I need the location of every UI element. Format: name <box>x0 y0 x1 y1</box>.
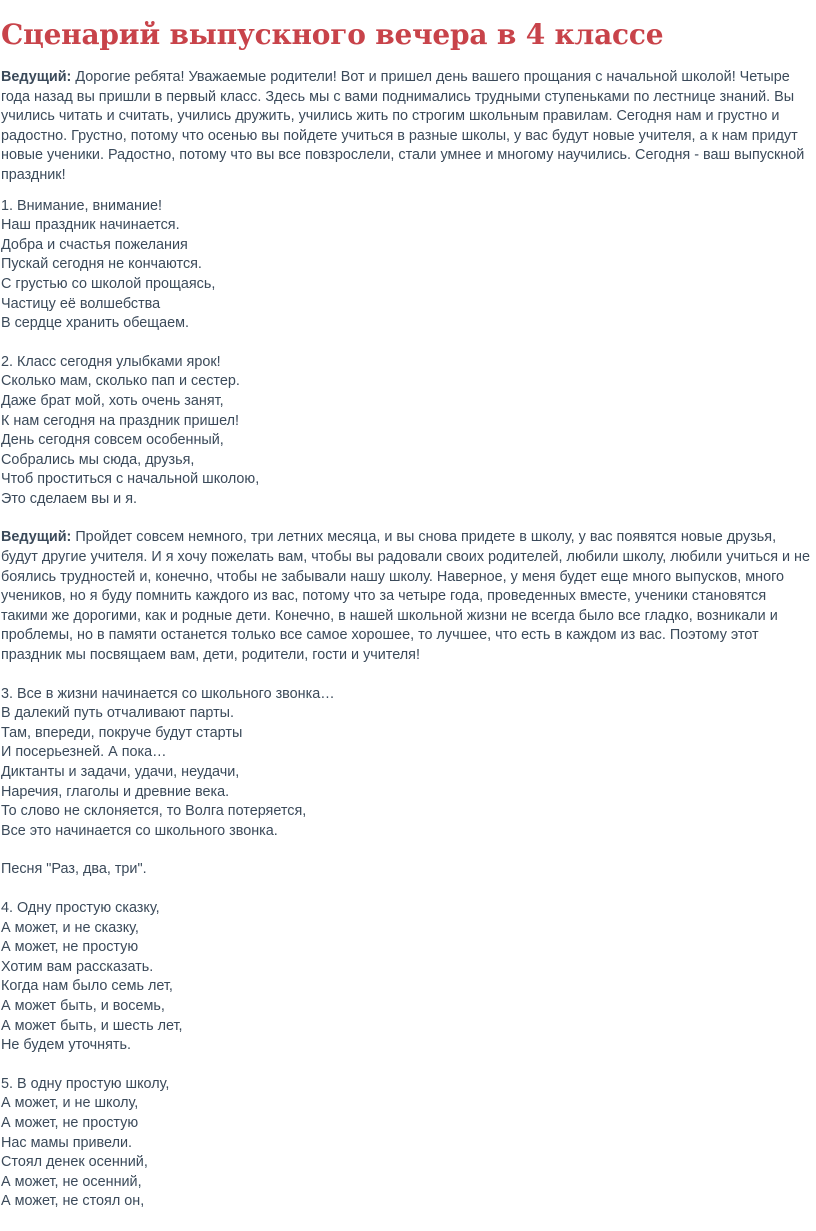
verse-line: 1. Внимание, внимание! <box>1 197 162 214</box>
verse-line: Все это начинается со школьного звонка. <box>1 822 278 839</box>
host-intro-paragraph <box>1 68 813 186</box>
verse-line: А может быть, и восемь, <box>1 997 165 1014</box>
verse-line: Нас мамы привели. <box>1 1134 132 1151</box>
verse-line: В далекий путь отчаливают парты. <box>1 705 235 722</box>
verse-line: Хотим вам рассказать. <box>1 958 154 975</box>
verse-line: Диктанты и задачи, удачи, неудачи, <box>1 764 240 780</box>
verse-4 <box>1 899 813 1056</box>
verse-line: А может, не осенний, <box>1 1173 142 1190</box>
verse-line: А может, и не школу, <box>1 1095 139 1112</box>
verse-line: И посерьезней. А пока… <box>1 744 167 761</box>
verse-line: Это сделаем вы и я. <box>1 490 138 507</box>
verse-line: 3. Все в жизни начинается со школьного звонка… <box>1 685 335 702</box>
song-title: Песня "Раз, два, три". <box>1 861 147 878</box>
speaker-label: Ведущий: <box>1 529 72 546</box>
speaker-label: Ведущий: <box>1 69 72 85</box>
document-body <box>1 68 813 1231</box>
verse-line: Собрались мы сюда, друзья, <box>1 451 195 468</box>
verse-line: Добра и счастья пожелания <box>1 236 188 253</box>
verse-3 <box>1 685 813 842</box>
verse-line: То слово не склоняется, то Волга потеряется, <box>1 803 307 820</box>
verse-line: Пускай сегодня не кончаются. <box>1 256 202 273</box>
verse-line: К нам сегодня на праздник пришел! <box>1 412 240 429</box>
verse-line: Наш праздник начинается. <box>1 217 180 234</box>
verse-line: Сколько мам, сколько пап и сестер. <box>1 373 240 390</box>
verse-line: 2. Класс сегодня улыбками ярок! <box>1 353 221 370</box>
verse-line: Когда нам было семь лет, <box>1 978 173 995</box>
verse-line: Наречия, глаголы и древние века. <box>1 783 230 800</box>
verse-line: А может, не простую <box>1 939 139 956</box>
verse-line: Стоял денек осенний, <box>1 1154 148 1171</box>
verse-line: А может, не стоял он, <box>1 1193 145 1210</box>
verse-line: День сегодня совсем особенный, <box>1 432 224 449</box>
verse-line: Не будем уточнять. <box>1 1037 131 1054</box>
paragraph-text: Пройдет совсем немного, три летних месяца, и вы снова придете в школу, у вас появятся новые друзья, будут другие учителя. И я хочу пожелать вам, чтобы вы радовали своих родителей, любили школу, любили учиться и не боялись трудностей и, конечно, чтобы не забывали нашу школу. Наверное, у меня будет еще много выпусков, много учеников, но я буду помнить каждого из вас, потому что за четыре года, проведенных вместе, ученики становятся такими же дорогими, как и родные дети. Конечно, в нашей школьной жизни не всегда было все гладко, возникали и проблемы, но в памяти останется только все самое хорошее, то лучшее, что есть в каждом из вас. Поэтому этот праздник мы посвящаем вам, дети, родители, гости и учителя! <box>1 529 810 664</box>
verse-line: Чтоб проститься с начальной школою, <box>1 471 260 488</box>
verse-1 <box>1 197 813 334</box>
verse-line: 4. Одну простую сказку, <box>1 899 160 916</box>
paragraph-text: Дорогие ребята! Уважаемые родители! Вот и пришел день вашего прощания с начальной школой! Четыре года назад вы пришли в первый класс. Здесь мы с вами поднимались трудными ступеньками по лестнице знаний. Вы учились читать и считать, учились дружить, учились жить по строгим школьным правилам. Сегодня нам и грустно и радостно. Грустно, потому что осенью вы пойдете учиться в разные школы, у вас будут новые учителя, а к нам придут новые ученики. Радостно, потому что вы все повзрослели, стали умнее и многому научились. Сегодня - ваш выпускной праздник! <box>1 69 805 183</box>
verse-line: Там, впереди, покруче будут старты <box>1 724 243 741</box>
host-second-paragraph <box>1 528 813 665</box>
verse-line: С грустью со школой прощаясь, <box>1 275 216 292</box>
verse-line: Частицу её волшебства <box>1 295 161 312</box>
verse-line: А может, и не сказку, <box>1 919 139 936</box>
verse-line: Даже брат мой, хоть очень занят, <box>1 392 224 409</box>
verse-5 <box>1 1075 813 1212</box>
verse-2 <box>1 353 813 510</box>
page-title: Сценарий выпускного вечера в 4 классе <box>1 18 664 51</box>
verse-line: А может, не простую <box>1 1114 139 1131</box>
verse-line: А может быть, и шесть лет, <box>1 1017 183 1034</box>
verse-line: В сердце хранить обещаем. <box>1 315 190 332</box>
verse-line: 5. В одну простую школу, <box>1 1075 170 1092</box>
